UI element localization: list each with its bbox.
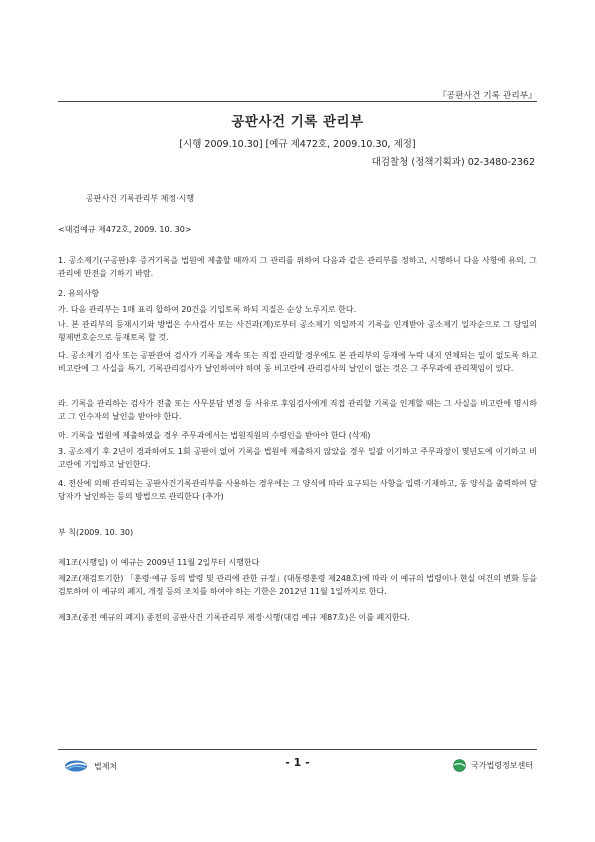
document-meta: [시행 2009.10.30] [예규 제472호, 2009.10.30, 제정]: [179, 139, 416, 150]
paragraph-4: 4. 전산에 의해 관리되는 공판사건기록관리부를 사용하는 경우에는 그 양식에 따라 요구되는 사항을 입력·기재하고, 동 양식을 출력하여 담당자가 날인하는 등의 방법으로 관리한다 (추가): [58, 479, 537, 501]
document-title: 공판사건 기록 관리부: [231, 114, 364, 130]
article-1: 제1조(시행일) 이 예규는 2009년 11월 2일부터 시행한다: [58, 558, 260, 567]
document-contact: 대검찰청 (정책기획과) 02-3480-2362: [371, 157, 535, 168]
item-ra: 라. 기록을 관리하는 검사가 전출 또는 사무분담 변경 등 사유로 후임검사에게 직접 관리할 기록을 인계할 때는 그 사실을 비고란에 명시하고 그 인수자의 날인을 받아야 한다.: [58, 399, 537, 421]
item-da: 다. 공소제기 검사 또는 공판관여 검사가 기록을 계속 또는 직접 관리할 경우에도 본 관리부의 등재에 누락 내지 연체되는 일이 없도록 하고 비고란에 그 사실을 특기, 기록관리검사가 날인하여야 하며 동 비고란에 관리검사의 날인이 없는 것은 그 주무과에 관리책임이 있다.: [58, 351, 537, 373]
article-3: 제3조(종전 예규의 폐지) 종전의 공판사건 기록관리부 제정·시행(대검 예규 제87호)은 이를 폐지한다.: [58, 613, 410, 622]
document-subject: 공판사건 기록관리부 제정·시행: [86, 194, 195, 203]
footer-right: [453, 759, 533, 772]
law-center-logo-icon: [453, 759, 466, 772]
paragraph-1: 1. 공소제기(구공판)후 증거기록을 법원에 제출할 때까지 그 관리를 위하여 다음과 같은 관리부를 정하고, 시행하니 다음 사항에 유의, 그 관리에 만전을 기하기 바람.: [58, 256, 537, 278]
paragraph-2-heading: 2. 유의사항: [58, 289, 100, 298]
item-ga: 가. 다음 관리부는 1매 표리 합하여 20건을 기입토록 하되 지질은 순상 노루지로 한다.: [58, 305, 357, 314]
running-header: 『공판사건 기록 관리부』: [438, 91, 537, 101]
footer-right-org: 국가법령정보센터: [471, 761, 533, 770]
footer-left-org: 법제처: [94, 761, 118, 771]
page-number: - 1 -: [285, 756, 310, 769]
document-reference: <대검예규 제472호, 2009. 10. 30>: [58, 225, 192, 234]
item-na: 나. 본 관리부의 등재시기와 방법은 수사검사 또는 사건과(계)로부터 공소제기 익일까지 기록을 인계받아 공소제기 일자순으로 그 당일의 형제번호순으로 등재토록 할 것.: [58, 320, 537, 342]
paragraph-3: 3. 공소제기 후 2년이 경과하여도 1회 공판이 없어 기록을 법원에 제출하지 않았을 경우 일괄 이기하고 주무과장이 몇년도에 이기하고 비고란에 기입하고 날인한다.: [58, 447, 537, 469]
footer-divider: [58, 749, 537, 750]
addenda-heading: 부 칙(2009. 10. 30): [58, 528, 134, 537]
article-2: 제2조(재검토기한) 「훈령·예규 등의 발령 및 관리에 관한 규정」(대통령훈령 제248호)에 따라 이 예규의 법령이나 현실 여건의 변화 등을 검토하여 이 예규의 폐지, 개정 등의 조치를 하여야 하는 기한은 2012년 11월 1일까지로 한다.: [58, 574, 537, 596]
item-ma: 마. 기록을 법원에 제출하였을 경우 주무과에서는 법원직원의 수령인을 받아야 한다 (삭제): [58, 431, 371, 440]
header-divider: [58, 101, 537, 102]
